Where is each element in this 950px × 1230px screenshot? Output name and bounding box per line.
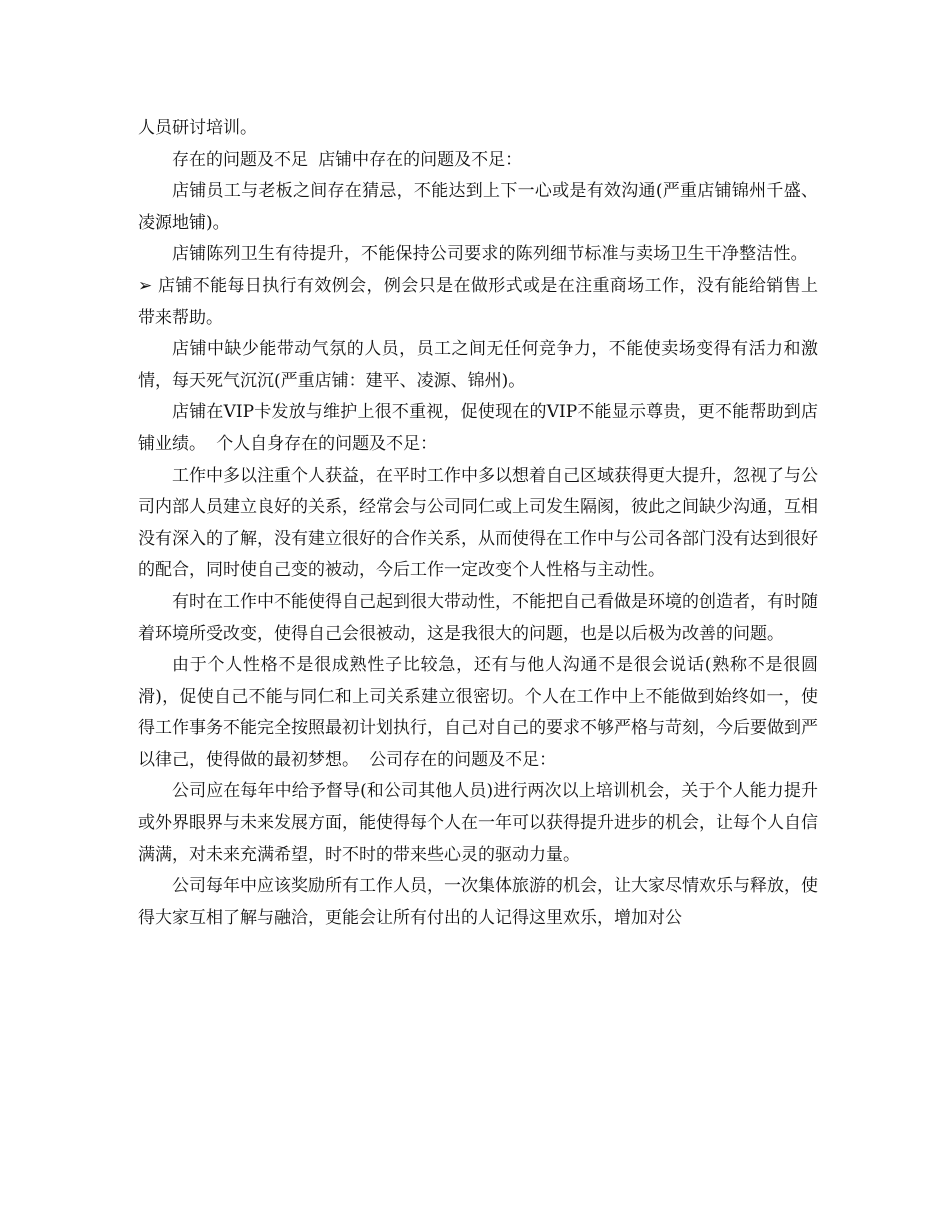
paragraph <box>138 776 818 871</box>
paragraph-text: 公司每年中应该奖励所有工作人员，一次集体旅游的机会，让大家尽情欢乐与释放，使得大家互相了解与融洽，更能会让所有付出的人记得这里欢乐，增加对公 <box>138 876 818 928</box>
paragraph <box>138 334 818 397</box>
document-body <box>138 113 818 934</box>
section-heading: 店铺中存在的问题及不足： <box>318 149 523 170</box>
paragraph <box>138 587 818 650</box>
section-heading: 存在的问题及不足 <box>172 149 308 170</box>
paragraph-text: 有时在工作中不能使得自己起到很大带动性，不能把自己看做是环境的创造者，有时随着环境所受改变，使得自己会很被动，这是我很大的问题，也是以后极为改善的问题。 <box>138 591 818 644</box>
paragraph-text: 工作中多以注重个人获益，在平时工作中多以想着自己区域获得更大提升，忽视了与公司内部人员建立良好的关系，经常会与公司同仁或上司发生隔阂，彼此之间缺少沟通，互相没有深入的了解，没有建立很好的合作关系，从而使得在工作中与公司各部门没有达到很好的配合，同时使自己变的被动，今后工作一定改变个人性格与主动性。 <box>138 465 818 581</box>
bullet-text: ➢ 店铺不能每日执行有效例会，例会只是在做形式或是在注重商场工作，没有能给销售上带来帮助。 <box>138 275 818 328</box>
paragraph <box>138 461 818 587</box>
paragraph-text: 店铺中缺少能带动气氛的人员，员工之间无任何竞争力，不能使卖场变得有活力和激情，每天死气沉沉(严重店铺：建平、凌源、锦州)。 <box>138 339 818 391</box>
paragraph <box>138 176 818 239</box>
paragraph-text: 店铺在VIP卡发放与维护上很不重视，促使现在的VIP不能显示尊贵，更不能帮助到店铺业绩。 <box>138 402 818 454</box>
paragraph <box>138 397 818 460</box>
paragraph <box>138 871 818 934</box>
paragraph-text: 店铺员工与老板之间存在猜忌，不能达到上下一心或是有效沟通(严重店铺锦州千盛、凌源地铺)。 <box>138 181 818 233</box>
paragraph-text: 人员研讨培训。 <box>138 118 257 138</box>
paragraph-text: 公司应在每年中给予督导(和公司其他人员)进行两次以上培训机会，关于个人能力提升或外界眼界与未来发展方面，能使得每个人在一年可以获得提升进步的机会，让每个人自信满满，对未来充满希望，时不时的带来些心灵的驱动力量。 <box>138 781 818 865</box>
paragraph-text: 店铺陈列卫生有待提升，不能保持公司要求的陈列细节标准与卖场卫生干净整洁性。 <box>172 244 808 265</box>
section-heading: 公司存在的问题及不足： <box>369 749 557 770</box>
section-heading: 个人自身存在的问题及不足： <box>216 433 438 454</box>
paragraph <box>138 113 818 145</box>
paragraph <box>138 239 818 334</box>
paragraph <box>138 650 818 776</box>
paragraph-text: 由于个人性格不是很成熟性子比较急，还有与他人沟通不是很会说话(熟称不是很圆滑)，促使自己不能与同仁和上司关系建立很密切。个人在工作中上不能做到始终如一，使得工作事务不能完全按照最初计划执行，自己对自己的要求不够严格与苛刻，今后要做到严以律己，使得做的最初梦想。 <box>138 655 818 770</box>
paragraph <box>138 145 818 177</box>
